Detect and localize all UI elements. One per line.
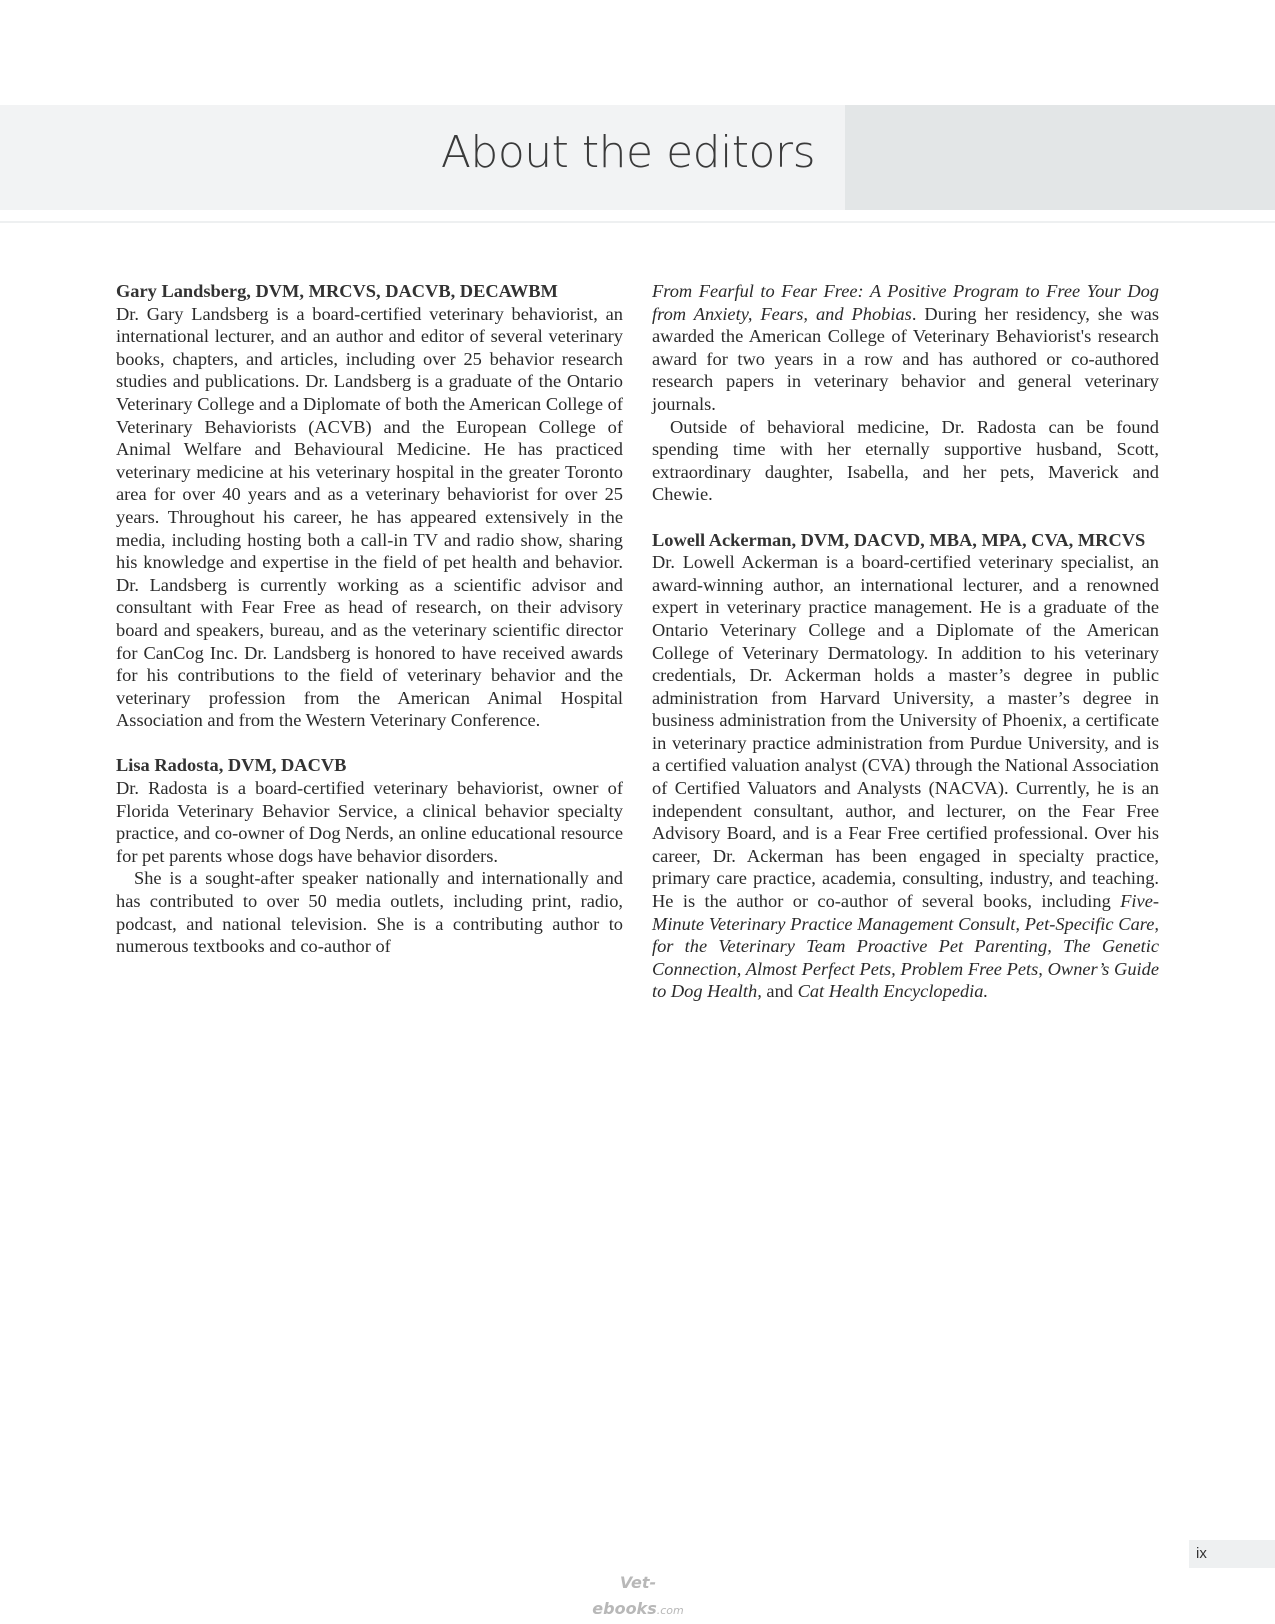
editor-name-ackerman: Lowell Ackerman, DVM, DACVD, MBA, MPA, CVA, MRCVS (652, 529, 1146, 550)
ackerman-conjunction: and (761, 981, 798, 1002)
editor-bio-radosta-p1: Dr. Radosta is a board-certified veterinary behaviorist, owner of Florida Veterinary Behavior Service, a clinical behavior specialty practice, and co-owner of Dog Nerds, an online educational resource for pet parents whose dogs have behavior disorders. (116, 778, 623, 866)
editor-bio-ackerman (652, 551, 1159, 1003)
ackerman-bio-text: Dr. Lowell Ackerman is a board-certified veterinary specialist, an award-winning author, an international lecturer, and a renowned expert in veterinary practice management. He is a graduate of the Ontario Veterinary College and a Diplomate of the American College of Veterinary Dermatology. In addition to his veterinary credentials, Dr. Ackerman holds a master’s degree in public administration from Harvard University, a master’s degree in business administration from the University of Phoenix, a certificate in veterinary practice administration from Purdue University, and is a certified valuation analyst (CVA) through the National Association of Certified Valuators and Analysts (NACVA). Currently, he is an independent consultant, author, and lecturer, on the Fear Free Advisory Board, and is a Fear Free certified professional. Over his career, Dr. Ackerman has been engaged in specialty practice, primary care practice, academia, consulting, industry, and teaching. He is the author or co-author of several books, including (652, 552, 1159, 912)
header-tab (845, 105, 1275, 210)
editor-bio-radosta-continued (652, 280, 1159, 416)
right-column (652, 280, 1159, 1003)
page-number: ix (1189, 1540, 1275, 1568)
watermark-logo (578, 1570, 698, 1618)
radosta-continued-text: . During her residency, she was awarded the American College of Veterinary Behaviorist's research award for two years in a row and has authored or co-authored research papers in veterinary behavior and general veterinary journals. (652, 303, 1159, 414)
editor-name-landsberg: Gary Landsberg, DVM, MRCVS, DACVB, DECAWBM (116, 281, 558, 301)
editor-name-radosta: Lisa Radosta, DVM, DACVB (116, 755, 347, 776)
ackerman-last-book: Cat Health Encyclopedia. (797, 981, 989, 1002)
ackerman-book-list: Five-Minute Veterinary Practice Management Consult, Pet-Specific Care, for the Veterinary Team Proactive Pet Parenting, The Genetic Connection, Almost Perfect Pets, Problem Free Pets, Owner’s Guide to Dog Health, (652, 891, 1159, 1002)
left-column (116, 280, 623, 958)
watermark-text: Vet-ebooks (592, 1573, 657, 1618)
book-title-fear-free: From Fearful to Fear Free: A Positive Program to Free Your Dog from Anxiety, Fears, and Phobias (652, 281, 1159, 324)
header-divider (0, 221, 1275, 223)
editor-bio-radosta-p3: Outside of behavioral medicine, Dr. Radosta can be found spending time with her eternally supportive husband, Scott, extraordinary daughter, Isabella, and her pets, Maverick and Chewie. (652, 416, 1159, 505)
watermark-suffix: .com (656, 1604, 684, 1617)
editor-bio-radosta-p2: She is a sought-after speaker nationally and internationally and has contributed to over 50 media outlets, including print, radio, podcast, and national television. She is a contributing author to numerous textbooks and co-author of (116, 868, 623, 957)
editor-bio-landsberg: Dr. Gary Landsberg is a board-certified veterinary behaviorist, an international lecturer, and an author and editor of several veterinary books, chapters, and articles, including over 25 behavior research studies and publications. Dr. Landsberg is a graduate of the Ontario Veterinary College and a Diplomate of both the American College of Veterinary Behaviorists (ACVB) and the European College of Animal Welfare and Behavioural Medicine. He has practiced veterinary medicine at his veterinary hospital in the greater Toronto area for over 40 years and as a veterinary behaviorist for over 25 years. Throughout his career, he has appeared extensively in the media, including hosting both a call-in TV and radio show, sharing his knowledge and expertise in the field of pet health and behavior. Dr. Landsberg is currently working as a scientific advisor and consultant with Fear Free as head of research, on their advisory board and speakers, bureau, and as the veterinary scientific director for CanCog Inc. Dr. Landsberg is honored to have received awards for his contributions to the field of veterinary behavior and the veterinary profession from the American Animal Hospital Association and from the Western Veterinary Conference. (116, 303, 623, 731)
page-title: About the editors (440, 127, 815, 178)
